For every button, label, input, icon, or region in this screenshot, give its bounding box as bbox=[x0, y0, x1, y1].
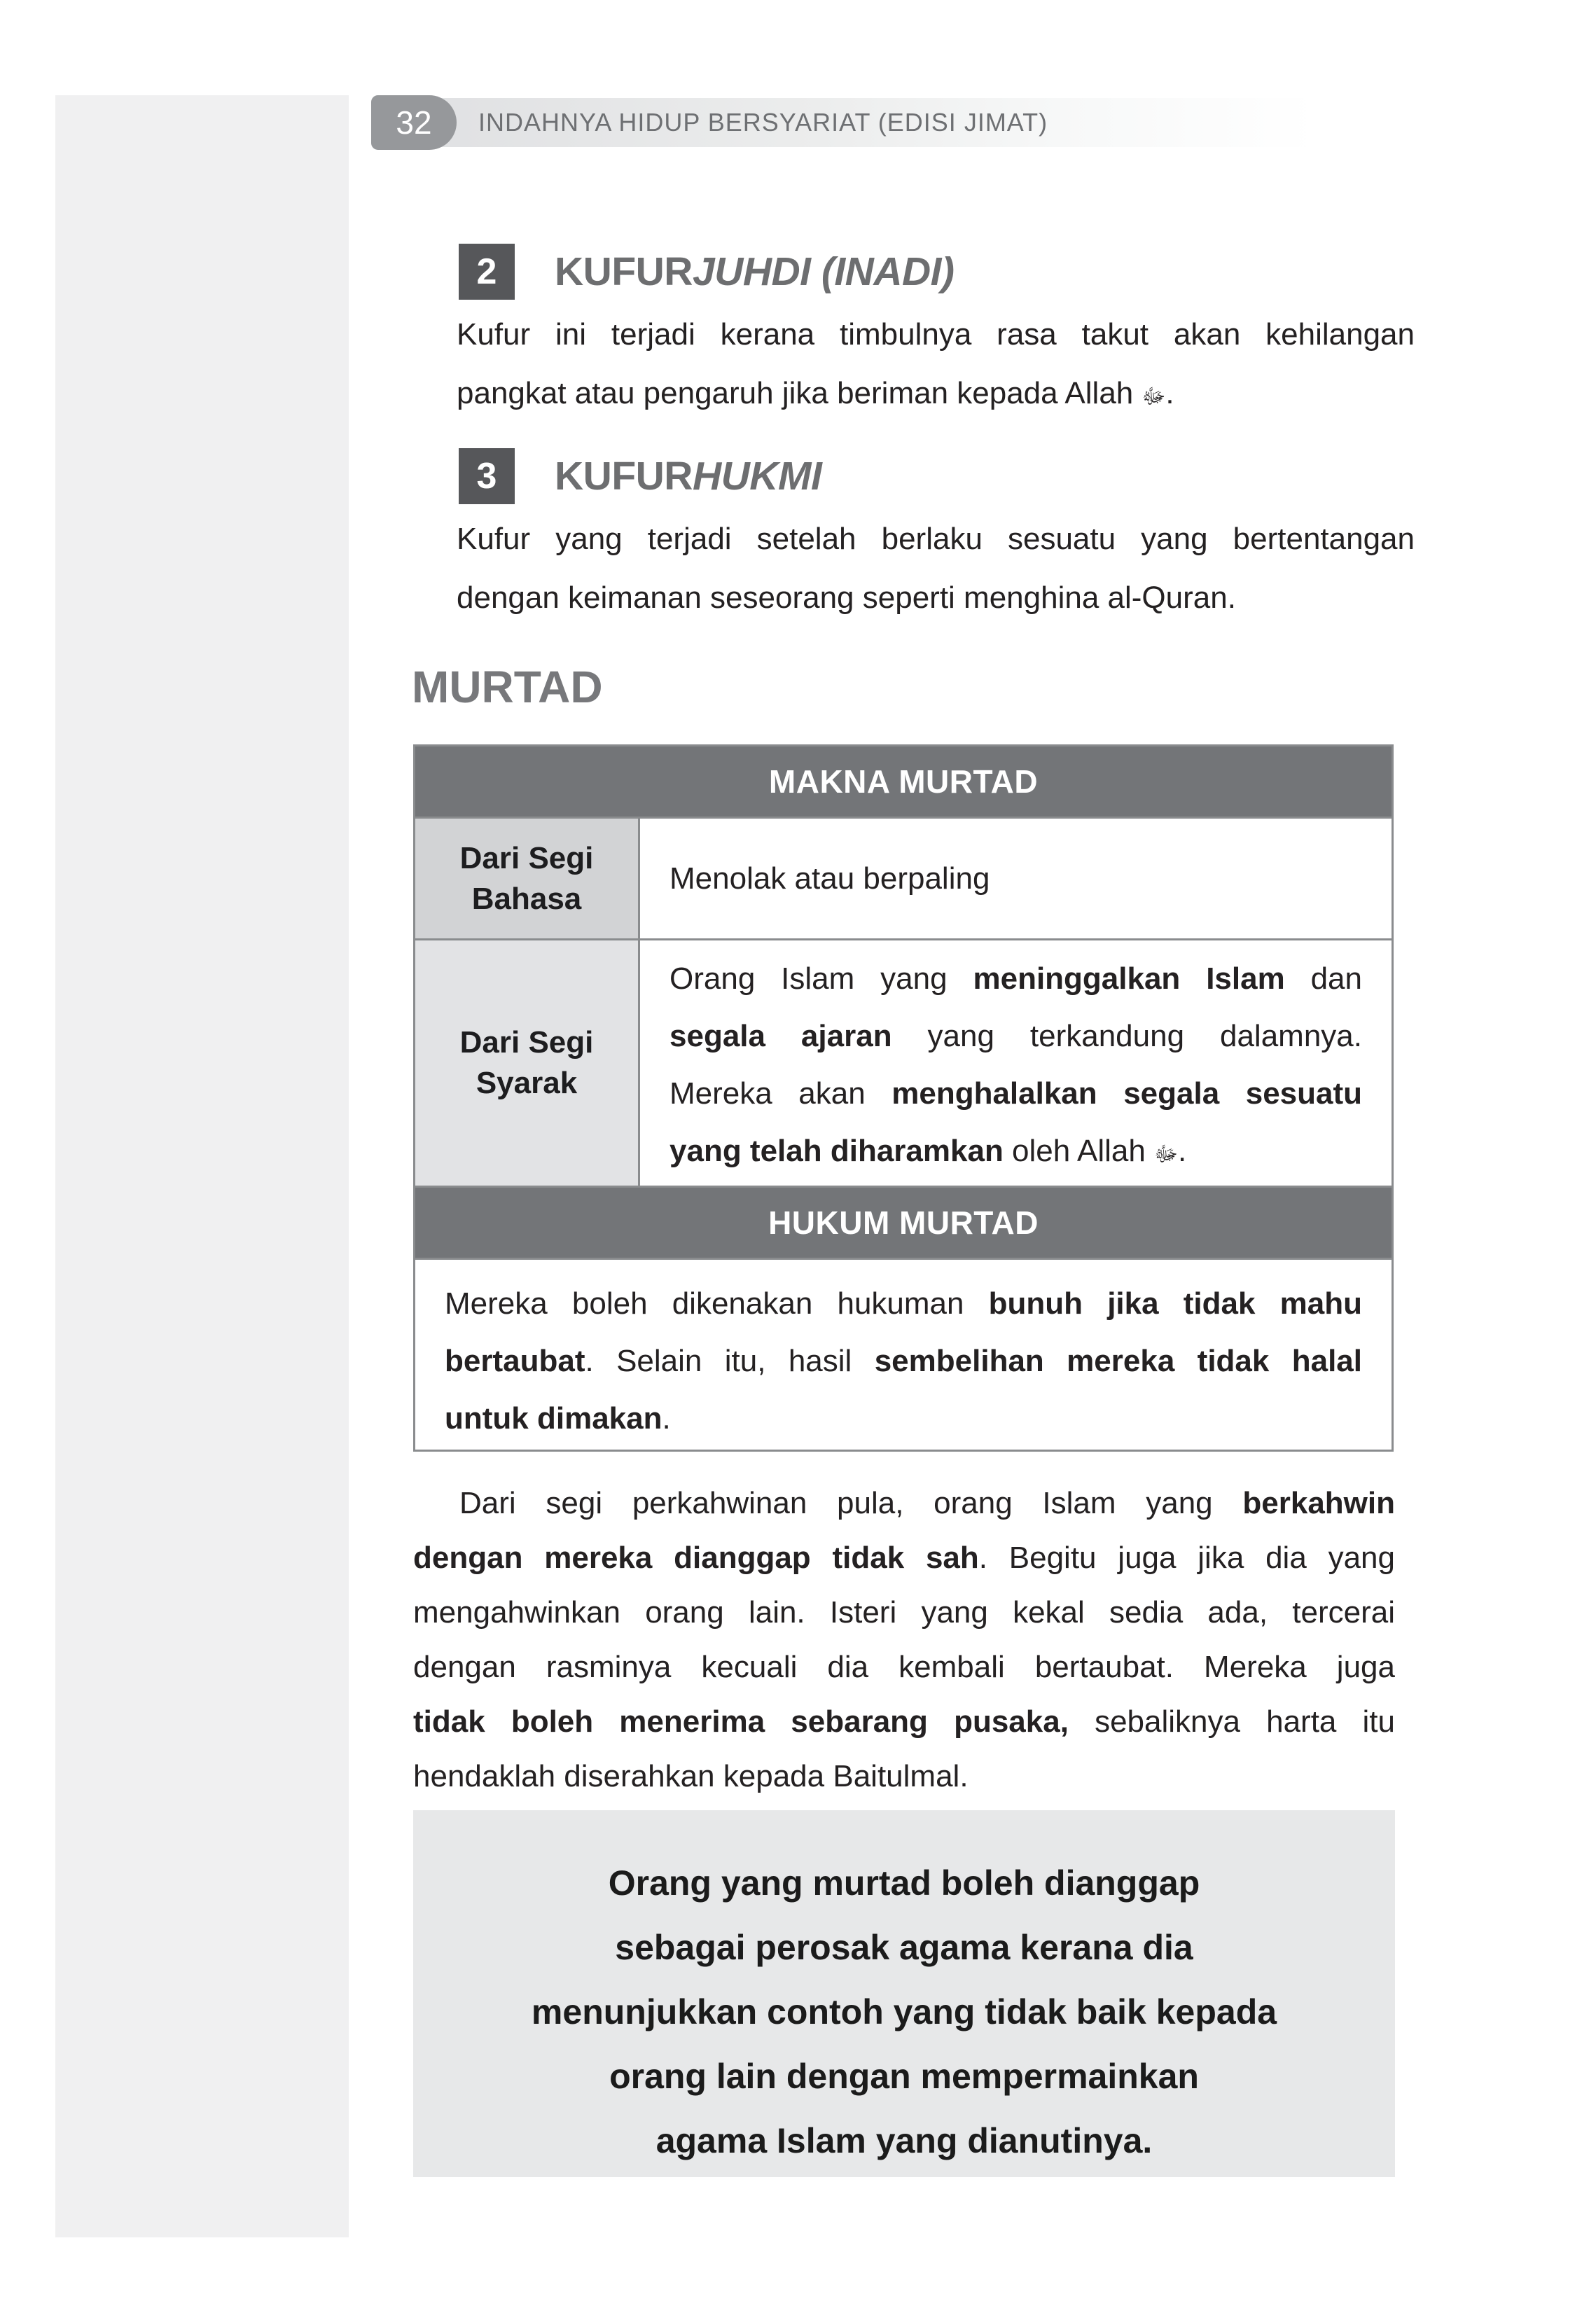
text-line: Mereka boleh dikenakan hukuman bunuh jika tidak mahu bbox=[445, 1286, 1362, 1321]
text-line: yang telah diharamkan oleh Allah ﷻ. bbox=[669, 1134, 1187, 1168]
text-line: Menolak atau berpaling bbox=[669, 861, 990, 896]
text-line: dengan mereka dianggap tidak sah. Begitu juga jika dia yang bbox=[413, 1541, 1395, 1575]
text-line: untuk dimakan. bbox=[445, 1401, 671, 1436]
section-3-number: 3 bbox=[476, 456, 497, 496]
murtad-table bbox=[413, 744, 1394, 1452]
text-line: Dari segi perkahwinan pula, orang Islam yang berkahwin bbox=[459, 1486, 1395, 1520]
text-line: mengahwinkan orang lain. Isteri yang kekal sedia ada, tercerai bbox=[413, 1595, 1395, 1630]
table-label-dari-segi-bahasa bbox=[415, 819, 638, 938]
murtad-heading: MURTAD bbox=[412, 662, 603, 712]
section-2-number: 2 bbox=[476, 251, 497, 292]
page-header-title: INDAHNYA HIDUP BERSYARIAT (EDISI JIMAT) bbox=[478, 108, 1048, 137]
text-line: Kufur ini terjadi kerana timbulnya rasa takut akan kehilangan bbox=[457, 317, 1415, 352]
text-line: menunjukkan contoh yang tidak baik kepada bbox=[531, 1992, 1277, 2031]
text-line: pangkat atau pengaruh jika beriman kepada Allah ﷻ. bbox=[457, 376, 1174, 410]
section-2-title: KUFUR JUHDI (INADI) bbox=[555, 249, 955, 294]
quote-text bbox=[413, 1810, 1395, 2173]
paragraph-perkahwinan bbox=[413, 1476, 1395, 1804]
quote-box bbox=[413, 1810, 1395, 2177]
table-label-dari-segi-syarak bbox=[415, 940, 638, 1186]
text-line: orang lain dengan mempermainkan bbox=[609, 2057, 1199, 2096]
table-cell-hukum bbox=[415, 1260, 1392, 1450]
section-3-body bbox=[457, 510, 1415, 627]
section-2-body bbox=[457, 305, 1415, 426]
text-line: Bahasa bbox=[471, 881, 582, 916]
text-line: Kufur yang terjadi setelah berlaku sesuatu yang bertentangan bbox=[457, 522, 1415, 556]
allah-calligraphy-symbol: ﷻ bbox=[1142, 385, 1166, 408]
table-header-hukum-murtad: HUKUM MURTAD bbox=[415, 1188, 1392, 1258]
page-number-badge bbox=[371, 95, 457, 150]
left-margin-strip bbox=[55, 95, 349, 2237]
table-cell-bahasa bbox=[640, 819, 1392, 938]
table-header-makna-murtad: MAKNA MURTAD bbox=[415, 746, 1392, 817]
text-line: Orang yang murtad boleh dianggap bbox=[608, 1863, 1200, 1903]
text-line: Syarak bbox=[476, 1066, 578, 1100]
text-line: segala ajaran yang terkandung dalamnya. bbox=[669, 1019, 1362, 1053]
table-cell-syarak bbox=[640, 940, 1392, 1186]
text-line: sebagai perosak agama kerana dia bbox=[615, 1928, 1193, 1967]
section-3-title: KUFUR HUKMI bbox=[555, 454, 822, 499]
table-cell-bahasa-text bbox=[669, 861, 990, 896]
page-number: 32 bbox=[396, 104, 432, 141]
text-line: Dari Segi bbox=[459, 1025, 594, 1060]
text-line: Mereka akan menghalalkan segala sesuatu bbox=[669, 1076, 1363, 1111]
text-line: bertaubat. Selain itu, hasil sembelihan mereka tidak halal bbox=[445, 1344, 1362, 1378]
page-header-bar bbox=[392, 98, 1345, 147]
text-line: tidak boleh menerima sebarang pusaka, sebaliknya harta itu bbox=[413, 1704, 1395, 1739]
allah-calligraphy-symbol: ﷻ bbox=[1154, 1143, 1178, 1166]
text-line: Dari Segi bbox=[459, 840, 594, 875]
text-line: dengan rasminya kecuali dia kembali bertaubat. Mereka juga bbox=[413, 1650, 1395, 1684]
text-line: hendaklah diserahkan kepada Baitulmal. bbox=[413, 1759, 969, 1793]
text-line: agama Islam yang dianutinya. bbox=[655, 2121, 1153, 2160]
section-2-number-badge bbox=[459, 244, 515, 300]
text-line: Orang Islam yang meninggalkan Islam dan bbox=[669, 961, 1362, 996]
text-line: dengan keimanan seseorang seperti menghina al-Quran. bbox=[457, 581, 1236, 615]
section-3-number-badge bbox=[459, 448, 515, 504]
